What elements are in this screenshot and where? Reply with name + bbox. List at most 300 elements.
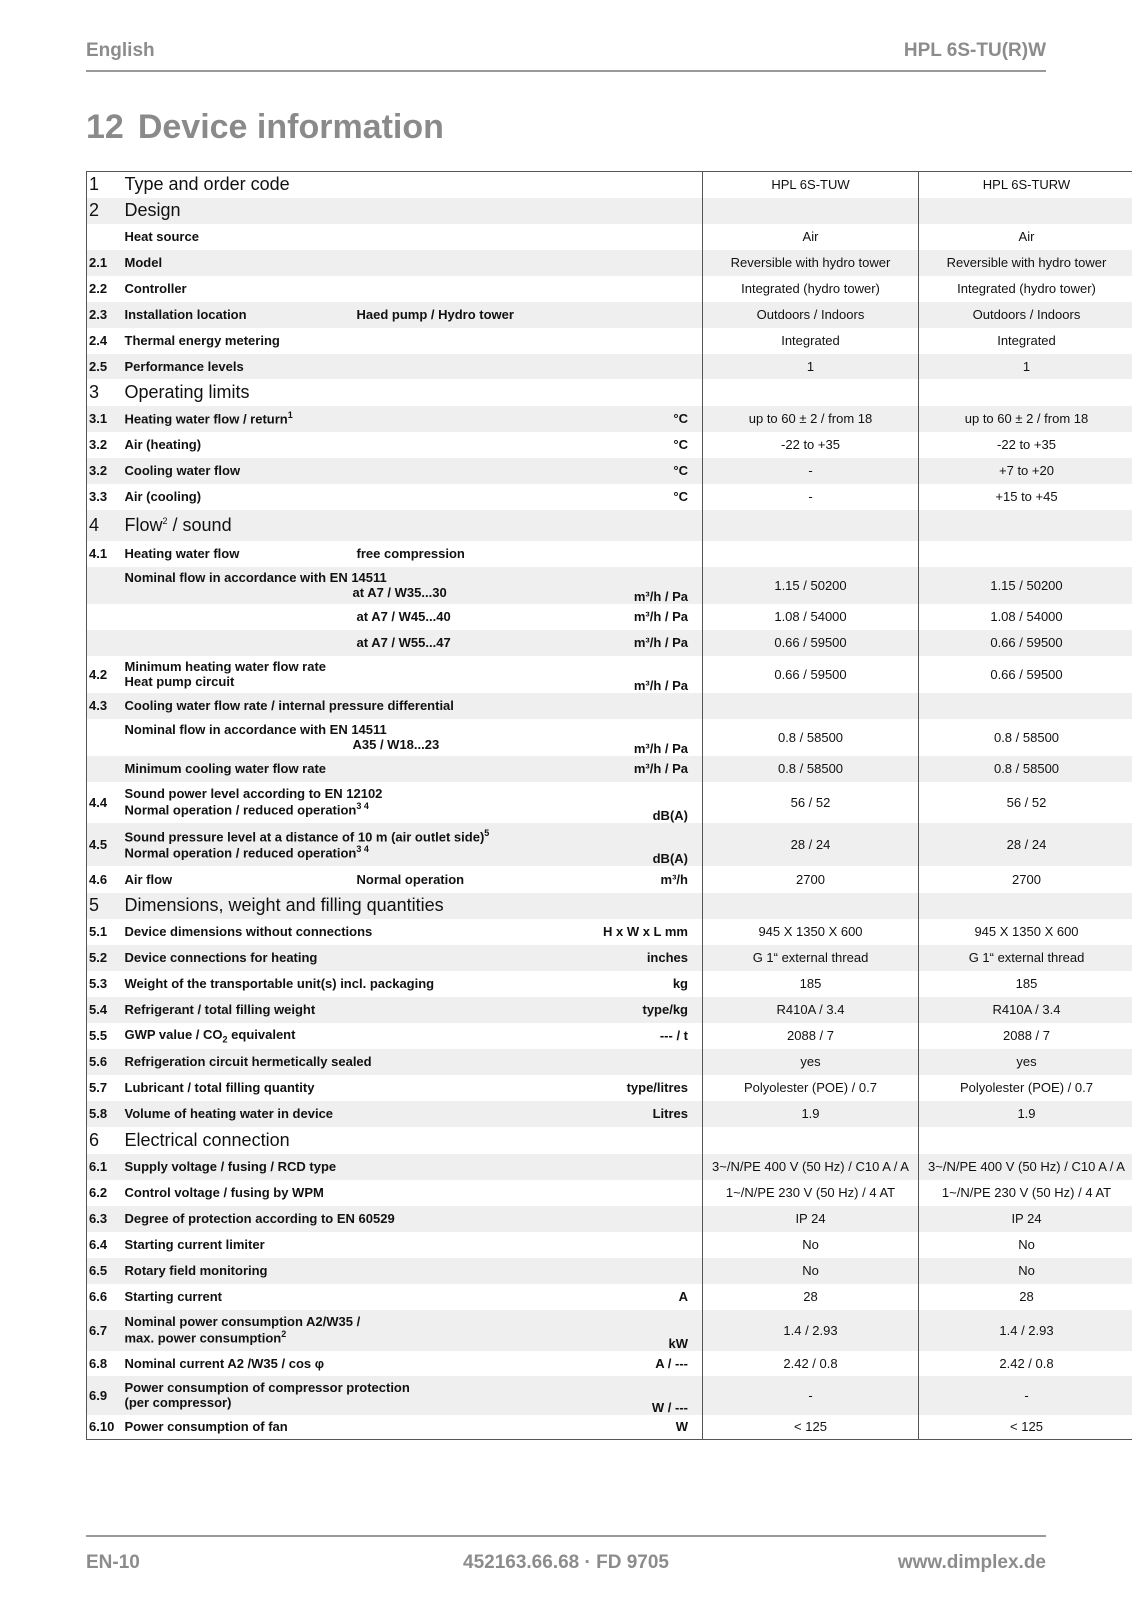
row-condition: free compression bbox=[356, 546, 465, 561]
row-label-text: Air flow bbox=[124, 871, 173, 887]
row-number: 3.3 bbox=[89, 489, 108, 504]
row-number: 2.3 bbox=[87, 302, 125, 328]
footnote-mark: 2 bbox=[162, 515, 168, 526]
table-row bbox=[87, 604, 1132, 630]
value-hpl-6s-tuw: - bbox=[703, 484, 919, 510]
table-row bbox=[87, 354, 1132, 379]
row-label-text: Performance levels bbox=[124, 358, 244, 374]
value-hpl-6s-tuw: 2088 / 7 bbox=[703, 1023, 919, 1049]
row-label-text: Volume of heating water in device bbox=[124, 1106, 334, 1121]
row-label bbox=[125, 1075, 537, 1101]
row-label bbox=[125, 1154, 537, 1180]
table-row bbox=[87, 1376, 1132, 1415]
row-label-text: Starting current limiter bbox=[124, 1237, 265, 1252]
row-condition: at A7 / W55...47 bbox=[357, 630, 537, 656]
value-hpl-6s-turw bbox=[919, 379, 1132, 406]
row-label-line1: Nominal flow in accordance with EN 14511 bbox=[124, 570, 387, 585]
row-label-text: Heating water flow bbox=[124, 546, 240, 561]
table-row bbox=[87, 656, 1132, 693]
value-hpl-6s-turw: 1.08 / 54000 bbox=[919, 604, 1132, 630]
row-number: 4.3 bbox=[87, 693, 125, 719]
value-hpl-6s-tuw: 2.42 / 0.8 bbox=[703, 1351, 919, 1376]
row-number: 1 bbox=[89, 174, 100, 195]
row-unit: type/kg bbox=[537, 997, 703, 1023]
value-hpl-6s-tuw: 2700 bbox=[703, 866, 919, 893]
value-hpl-6s-turw: 28 bbox=[919, 1284, 1132, 1310]
device-info-body bbox=[87, 172, 1132, 1440]
row-condition: at A7 / W35...30 bbox=[352, 585, 447, 600]
table-row bbox=[87, 1351, 1132, 1376]
row-number: 6.10 bbox=[89, 1419, 115, 1435]
row-label-text: Model bbox=[124, 255, 163, 270]
value-hpl-6s-turw: -22 to +35 bbox=[919, 432, 1132, 458]
table-row bbox=[87, 1154, 1132, 1180]
value-hpl-6s-turw: < 125 bbox=[919, 1415, 1132, 1440]
row-label-two-line bbox=[125, 567, 537, 604]
row-number: 4.4 bbox=[89, 794, 108, 810]
row-number bbox=[87, 630, 125, 656]
table-row bbox=[87, 719, 1132, 756]
row-number: 4.5 bbox=[87, 823, 125, 866]
row-label bbox=[125, 997, 537, 1023]
value-hpl-6s-tuw: 185 bbox=[703, 971, 919, 997]
table-row bbox=[87, 756, 1132, 782]
row-unit: A bbox=[678, 1289, 688, 1304]
row-label-text: Minimum cooling water flow rate bbox=[124, 761, 327, 776]
row-label-line1-wrap bbox=[125, 659, 537, 674]
row-label bbox=[125, 484, 537, 510]
row-number: 6.7 bbox=[87, 1310, 125, 1351]
row-unit bbox=[537, 354, 703, 379]
row-number: 5.4 bbox=[87, 997, 125, 1023]
value-hpl-6s-turw: Integrated bbox=[919, 328, 1132, 354]
table-row bbox=[87, 484, 1132, 510]
footnote-mark: 1 bbox=[287, 410, 293, 421]
section-row bbox=[87, 379, 1132, 406]
row-label-text: Dimensions, weight and filling quantities bbox=[124, 895, 444, 915]
row-label-text: Controller bbox=[124, 281, 187, 296]
value-hpl-6s-tuw bbox=[703, 1127, 919, 1154]
row-label bbox=[125, 756, 537, 782]
value-hpl-6s-tuw: G 1“ external thread bbox=[703, 945, 919, 971]
value-hpl-6s-tuw: 0.8 / 58500 bbox=[703, 719, 919, 756]
row-unit bbox=[537, 893, 703, 919]
row-unit: m³/h bbox=[660, 871, 688, 887]
value-hpl-6s-tuw: HPL 6S-TUW bbox=[703, 172, 919, 198]
row-label-line1-wrap bbox=[125, 786, 537, 801]
row-unit bbox=[537, 198, 703, 224]
row-number: 5.8 bbox=[87, 1101, 125, 1127]
row-number: 5.2 bbox=[87, 945, 125, 971]
row-label-text: Lubricant / total filling quantity bbox=[124, 1080, 315, 1095]
table-row bbox=[87, 541, 1132, 567]
row-label bbox=[125, 198, 537, 224]
row-unit bbox=[537, 172, 703, 198]
row-label-two-line bbox=[125, 719, 537, 756]
row-number: 6.1 bbox=[87, 1154, 125, 1180]
value-hpl-6s-turw: 0.8 / 58500 bbox=[919, 756, 1132, 782]
value-hpl-6s-turw: HPL 6S-TURW bbox=[919, 172, 1132, 198]
row-number: 6 bbox=[89, 1129, 100, 1150]
table-row bbox=[87, 302, 1132, 328]
row-label-text: Starting current bbox=[124, 1289, 223, 1304]
row-label bbox=[125, 1127, 537, 1154]
value-hpl-6s-tuw: No bbox=[703, 1258, 919, 1284]
value-hpl-6s-turw bbox=[919, 510, 1132, 541]
table-row bbox=[87, 997, 1132, 1023]
table-row bbox=[87, 1023, 1132, 1049]
row-label-two-line bbox=[125, 1376, 537, 1415]
row-label-text: Operating limits bbox=[124, 381, 250, 402]
table-row bbox=[87, 823, 1132, 866]
row-unit: °C bbox=[537, 406, 703, 432]
row-label-rest: / sound bbox=[167, 514, 232, 535]
value-hpl-6s-tuw bbox=[703, 693, 919, 719]
value-hpl-6s-turw bbox=[919, 693, 1132, 719]
row-label-text: Flow bbox=[124, 514, 163, 535]
row-number: 3.2 bbox=[87, 458, 125, 484]
row-unit: W bbox=[675, 1419, 688, 1435]
row-label bbox=[125, 866, 357, 893]
value-hpl-6s-turw: Polyolester (POE) / 0.7 bbox=[919, 1075, 1132, 1101]
section-row bbox=[87, 510, 1132, 541]
row-label-line1: Sound power level according to EN 12102 bbox=[124, 786, 383, 802]
value-hpl-6s-turw: IP 24 bbox=[919, 1206, 1132, 1232]
row-number: 6.5 bbox=[87, 1258, 125, 1284]
header-model: HPL 6S-TU(R)W bbox=[903, 40, 1046, 61]
table-row bbox=[87, 1180, 1132, 1206]
row-label-line1: Nominal power consumption A2/W35 / bbox=[124, 1314, 361, 1330]
row-label bbox=[125, 945, 537, 971]
value-hpl-6s-turw: - bbox=[919, 1376, 1132, 1415]
value-hpl-6s-tuw: 945 X 1350 X 600 bbox=[703, 919, 919, 945]
row-unit bbox=[537, 328, 703, 354]
table-row bbox=[87, 919, 1132, 945]
value-hpl-6s-tuw: Reversible with hydro tower bbox=[703, 250, 919, 276]
row-label-text: Supply voltage / fusing / RCD type bbox=[124, 1159, 337, 1174]
value-hpl-6s-tuw bbox=[703, 893, 919, 919]
row-unit bbox=[537, 302, 703, 328]
row-label bbox=[125, 1284, 537, 1310]
value-hpl-6s-turw: 185 bbox=[919, 971, 1132, 997]
table-row bbox=[87, 782, 1132, 823]
row-label-line1: Minimum heating water flow rate bbox=[124, 659, 327, 674]
row-unit bbox=[537, 1180, 703, 1206]
row-label-line1: Sound pressure level at a distance of 10 m (air outlet side) bbox=[124, 829, 485, 844]
row-unit: Litres bbox=[537, 1101, 703, 1127]
value-hpl-6s-turw: up to 60 ± 2 / from 18 bbox=[919, 406, 1132, 432]
footer-document-code: 452163.66.68 · FD 9705 bbox=[463, 1552, 669, 1573]
value-hpl-6s-turw: 28 / 24 bbox=[919, 823, 1132, 866]
row-label-text: Weight of the transportable unit(s) incl. packaging bbox=[124, 976, 435, 991]
device-info-table bbox=[86, 171, 1132, 1440]
row-label bbox=[125, 1180, 537, 1206]
value-hpl-6s-tuw: -22 to +35 bbox=[703, 432, 919, 458]
value-hpl-6s-tuw: Outdoors / Indoors bbox=[703, 302, 919, 328]
value-hpl-6s-tuw: up to 60 ± 2 / from 18 bbox=[703, 406, 919, 432]
row-unit: °C bbox=[673, 437, 688, 452]
row-label bbox=[125, 1206, 537, 1232]
table-row bbox=[87, 1075, 1132, 1101]
value-hpl-6s-tuw: Polyolester (POE) / 0.7 bbox=[703, 1075, 919, 1101]
value-hpl-6s-turw: yes bbox=[919, 1049, 1132, 1075]
row-number: 6.3 bbox=[87, 1206, 125, 1232]
row-condition: Haed pump / Hydro tower bbox=[357, 302, 537, 328]
row-label-line1-wrap bbox=[125, 828, 537, 844]
row-number: 5.7 bbox=[89, 1080, 108, 1095]
value-hpl-6s-turw: R410A / 3.4 bbox=[919, 997, 1132, 1023]
row-label bbox=[125, 1415, 537, 1440]
value-hpl-6s-turw: +15 to +45 bbox=[919, 484, 1132, 510]
row-label-line1-wrap bbox=[125, 1380, 537, 1395]
row-number: 5 bbox=[87, 893, 125, 919]
row-label bbox=[125, 250, 537, 276]
value-hpl-6s-turw: 3~/N/PE 400 V (50 Hz) / C10 A / A bbox=[919, 1154, 1132, 1180]
row-label-text: Device dimensions without connections bbox=[124, 924, 373, 939]
table-row bbox=[87, 328, 1132, 354]
section-row bbox=[87, 1127, 1132, 1154]
row-unit bbox=[537, 1049, 703, 1075]
table-row bbox=[87, 432, 1132, 458]
row-unit bbox=[537, 224, 703, 250]
value-hpl-6s-turw: 1 bbox=[919, 354, 1132, 379]
row-label bbox=[125, 510, 537, 541]
row-label-line2-wrap bbox=[125, 1329, 537, 1345]
value-hpl-6s-tuw: 1.15 / 50200 bbox=[703, 567, 919, 604]
row-label-text: Device connections for heating bbox=[124, 950, 318, 965]
section-row bbox=[87, 172, 1132, 198]
value-hpl-6s-turw bbox=[919, 1127, 1132, 1154]
table-row bbox=[87, 1284, 1132, 1310]
value-hpl-6s-tuw: - bbox=[703, 458, 919, 484]
row-label-text: Design bbox=[124, 200, 181, 220]
row-unit bbox=[537, 276, 703, 302]
table-row bbox=[87, 630, 1132, 656]
row-unit: °C bbox=[673, 489, 688, 504]
value-hpl-6s-turw: 2088 / 7 bbox=[919, 1023, 1132, 1049]
row-label-text: Heating water flow / return bbox=[124, 411, 288, 427]
row-label bbox=[125, 1232, 537, 1258]
row-number bbox=[87, 604, 125, 630]
row-label-rest: equivalent bbox=[227, 1026, 296, 1042]
row-number: 2.4 bbox=[89, 333, 108, 348]
value-hpl-6s-tuw: IP 24 bbox=[703, 1206, 919, 1232]
table-row bbox=[87, 567, 1132, 604]
value-hpl-6s-turw: 0.66 / 59500 bbox=[919, 656, 1132, 693]
row-unit: m³/h / Pa bbox=[537, 567, 703, 604]
row-label-line1-wrap bbox=[125, 1314, 537, 1329]
value-hpl-6s-turw: 2700 bbox=[919, 866, 1132, 893]
value-hpl-6s-turw: No bbox=[919, 1258, 1132, 1284]
row-number: 5.6 bbox=[87, 1049, 125, 1075]
row-label-line2: (per compressor) bbox=[124, 1395, 232, 1410]
row-label bbox=[125, 630, 357, 656]
row-label-text: Power consumption of fan bbox=[124, 1419, 288, 1435]
value-hpl-6s-tuw: R410A / 3.4 bbox=[703, 997, 919, 1023]
row-label-text: Cooling water flow rate / internal pressure differential bbox=[124, 698, 454, 713]
value-hpl-6s-tuw: 0.66 / 59500 bbox=[703, 630, 919, 656]
row-label-line2-wrap bbox=[125, 801, 537, 817]
table-row bbox=[87, 406, 1132, 432]
row-unit bbox=[537, 1258, 703, 1284]
row-label-text: Air (cooling) bbox=[124, 489, 202, 504]
value-hpl-6s-turw: 1.15 / 50200 bbox=[919, 567, 1132, 604]
row-number bbox=[87, 224, 125, 250]
row-label-line1: Power consumption of compressor protection bbox=[124, 1380, 410, 1395]
row-label bbox=[125, 354, 537, 379]
row-condition: Normal operation bbox=[356, 871, 465, 887]
row-label bbox=[125, 604, 357, 630]
subscript: 2 bbox=[222, 1034, 228, 1045]
value-hpl-6s-turw: Reversible with hydro tower bbox=[919, 250, 1132, 276]
row-label-text: Nominal current A2 /W35 / cos φ bbox=[124, 1355, 325, 1371]
row-unit: A / --- bbox=[655, 1355, 688, 1371]
value-hpl-6s-turw: Air bbox=[919, 224, 1132, 250]
row-label-text: Rotary field monitoring bbox=[124, 1263, 268, 1278]
row-label bbox=[125, 893, 537, 919]
row-number: 2 bbox=[87, 198, 125, 224]
row-unit: kg bbox=[672, 976, 688, 991]
row-label bbox=[125, 328, 537, 354]
row-unit: m³/h / Pa bbox=[633, 609, 688, 624]
row-label-text: Degree of protection according to EN 60529 bbox=[124, 1211, 395, 1226]
value-hpl-6s-turw: 1~/N/PE 230 V (50 Hz) / 4 AT bbox=[919, 1180, 1132, 1206]
row-label-text: Installation location bbox=[124, 307, 247, 322]
table-row bbox=[87, 1415, 1132, 1440]
row-label bbox=[125, 919, 537, 945]
value-hpl-6s-tuw: 0.66 / 59500 bbox=[703, 656, 919, 693]
value-hpl-6s-tuw: 1 bbox=[703, 354, 919, 379]
row-label-text: Refrigerant / total filling weight bbox=[124, 1002, 316, 1017]
row-label bbox=[125, 379, 537, 406]
value-hpl-6s-turw: 0.66 / 59500 bbox=[919, 630, 1132, 656]
value-hpl-6s-tuw: Air bbox=[703, 224, 919, 250]
row-label bbox=[125, 172, 537, 198]
row-condition: at A7 / W45...40 bbox=[356, 609, 451, 624]
row-label bbox=[125, 432, 537, 458]
value-hpl-6s-tuw: No bbox=[703, 1232, 919, 1258]
footnote-mark: 2 bbox=[281, 1329, 287, 1340]
table-row bbox=[87, 1101, 1132, 1127]
row-unit bbox=[537, 379, 703, 406]
footer-website: www.dimplex.de bbox=[897, 1552, 1046, 1573]
row-label bbox=[125, 1351, 537, 1376]
chapter-title: Device information bbox=[137, 108, 444, 146]
row-number: 4.1 bbox=[89, 546, 108, 561]
row-unit: kW bbox=[537, 1310, 703, 1351]
row-label-text: Control voltage / fusing by WPM bbox=[124, 1185, 324, 1200]
table-row bbox=[87, 1232, 1132, 1258]
row-label-line2-wrap bbox=[125, 674, 537, 689]
row-label-line2-wrap bbox=[125, 844, 537, 860]
row-label-line2: Normal operation / reduced operation bbox=[124, 845, 357, 861]
row-label-line2: max. power consumption bbox=[124, 1330, 282, 1346]
value-hpl-6s-turw bbox=[919, 198, 1132, 224]
value-hpl-6s-turw: G 1“ external thread bbox=[919, 945, 1132, 971]
row-label bbox=[125, 541, 357, 567]
value-hpl-6s-turw: Integrated (hydro tower) bbox=[919, 276, 1132, 302]
row-label bbox=[125, 1258, 537, 1284]
value-hpl-6s-tuw: - bbox=[703, 1376, 919, 1415]
table-row bbox=[87, 276, 1132, 302]
value-hpl-6s-tuw: 28 / 24 bbox=[703, 823, 919, 866]
table-row bbox=[87, 1310, 1132, 1351]
row-label-two-line bbox=[125, 1310, 537, 1351]
value-hpl-6s-tuw: 1.08 / 54000 bbox=[703, 604, 919, 630]
row-number: 2.5 bbox=[87, 354, 125, 379]
row-label-text: Type and order code bbox=[124, 174, 290, 195]
row-label bbox=[125, 276, 537, 302]
row-label-two-line bbox=[125, 782, 537, 823]
row-label-text: Cooling water flow bbox=[124, 463, 241, 478]
value-hpl-6s-tuw bbox=[703, 510, 919, 541]
row-label bbox=[125, 458, 537, 484]
row-number: 3.1 bbox=[87, 406, 125, 432]
row-label-text: Thermal energy metering bbox=[124, 333, 280, 348]
value-hpl-6s-turw: Outdoors / Indoors bbox=[919, 302, 1132, 328]
row-number: 3.2 bbox=[89, 437, 108, 452]
value-hpl-6s-tuw: 28 bbox=[703, 1284, 919, 1310]
row-label bbox=[125, 302, 357, 328]
table-row bbox=[87, 224, 1132, 250]
row-unit: type/litres bbox=[626, 1080, 688, 1095]
page-title bbox=[86, 108, 444, 147]
row-unit bbox=[537, 1127, 703, 1154]
footer-page-number: EN-10 bbox=[86, 1552, 140, 1573]
row-number: 6.6 bbox=[89, 1289, 108, 1304]
row-label-line2: Normal operation / reduced operation bbox=[124, 802, 357, 818]
row-number: 4.2 bbox=[89, 666, 108, 682]
row-unit: dB(A) bbox=[652, 807, 688, 823]
table-row bbox=[87, 971, 1132, 997]
value-hpl-6s-turw: 945 X 1350 X 600 bbox=[919, 919, 1132, 945]
value-hpl-6s-tuw: 3~/N/PE 400 V (50 Hz) / C10 A / A bbox=[703, 1154, 919, 1180]
row-unit: inches bbox=[537, 945, 703, 971]
row-label-two-line bbox=[125, 656, 537, 693]
row-number: 5.5 bbox=[89, 1028, 108, 1043]
row-unit bbox=[537, 1154, 703, 1180]
table-row bbox=[87, 945, 1132, 971]
row-label-two-line bbox=[125, 823, 537, 866]
row-unit bbox=[537, 1206, 703, 1232]
table-row bbox=[87, 1258, 1132, 1284]
row-number: 6.4 bbox=[89, 1237, 108, 1252]
row-label-line2: Heat pump circuit bbox=[124, 674, 235, 689]
footnote-mark: 5 bbox=[484, 827, 490, 838]
row-unit bbox=[537, 1232, 703, 1258]
value-hpl-6s-tuw: 1.9 bbox=[703, 1101, 919, 1127]
value-hpl-6s-tuw: < 125 bbox=[703, 1415, 919, 1440]
row-unit: --- / t bbox=[659, 1028, 688, 1043]
value-hpl-6s-tuw: Integrated (hydro tower) bbox=[703, 276, 919, 302]
footnote-mark: 3 4 bbox=[356, 844, 369, 854]
row-label-text: Heat source bbox=[124, 229, 199, 244]
value-hpl-6s-turw: +7 to +20 bbox=[919, 458, 1132, 484]
value-hpl-6s-tuw bbox=[703, 379, 919, 406]
footnote-mark: 3 4 bbox=[356, 801, 369, 812]
row-number bbox=[87, 719, 125, 756]
table-row bbox=[87, 250, 1132, 276]
row-label-text: GWP value / CO bbox=[124, 1026, 223, 1042]
row-number: 5.1 bbox=[89, 924, 108, 939]
row-condition: A35 / W18...23 bbox=[352, 737, 440, 752]
row-label bbox=[125, 1049, 537, 1075]
row-label-text: Electrical connection bbox=[124, 1129, 290, 1150]
footer-rule bbox=[86, 1535, 1046, 1537]
table-row bbox=[87, 458, 1132, 484]
row-unit bbox=[537, 693, 703, 719]
value-hpl-6s-tuw: 56 / 52 bbox=[703, 782, 919, 823]
